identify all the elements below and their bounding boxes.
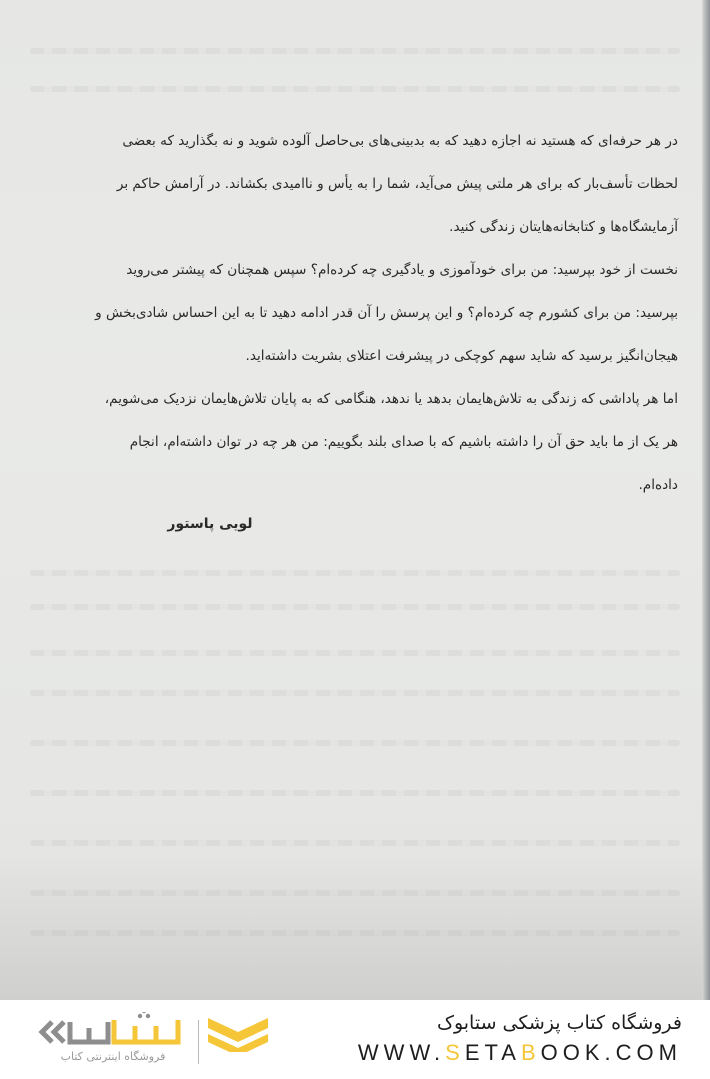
url-part: WWW.: [357, 1040, 446, 1065]
bleed-through-texture: [30, 604, 680, 610]
store-footer-banner: [0, 1000, 710, 1079]
url-part: OOK.COM: [540, 1040, 682, 1065]
bleed-through-texture: [30, 890, 680, 896]
bleed-through-texture: [30, 48, 680, 54]
line: هر یک از ما باید حق آن را داشته باشیم که با صدای بلند بگوییم: من هر چه در توان داشته‌ام، انجام: [129, 434, 678, 450]
bleed-through-texture: [30, 740, 680, 746]
page-edge-shadow: [702, 0, 710, 1000]
bleed-through-texture: [30, 840, 680, 846]
author-signature: لویی پاستور: [167, 516, 253, 532]
bleed-through-texture: [30, 650, 680, 656]
store-title: فروشگاه کتاب پزشکی ستابوک: [436, 1012, 682, 1034]
paragraph-3: [34, 378, 678, 507]
bleed-through-texture: [30, 690, 680, 696]
line: در هر حرفه‌ای که هستید نه اجازه دهید که به بدبینی‌های بی‌حاصل آلوده شوید و نه بگذارید که بعضی: [122, 133, 678, 149]
line: هیجان‌انگیز برسید که شاید سهم کوچکی در پیشرفت اعتلای بشریت داشته‌اید.: [245, 348, 678, 364]
line: بپرسید: من برای کشورم چه کرده‌ام؟ و این پرسش را آن قدر ادامه دهید تا به این احساس شادی‌بخش و: [95, 305, 678, 321]
bleed-through-texture: [30, 570, 680, 576]
line: آزمایشگاه‌ها و کتابخانه‌هایتان زندگی کنید.: [449, 219, 678, 235]
url-accent-letter: B: [520, 1040, 541, 1065]
logo-tagline: فروشگاه اینترنتی کتاب: [60, 1050, 166, 1063]
bleed-through-texture: [30, 86, 680, 92]
bleed-through-texture: [30, 930, 680, 936]
bleed-through-texture: [30, 790, 680, 796]
setabook-wordmark-icon: [30, 1012, 280, 1052]
line: لحظات تأسف‌بار که برای هر ملتی پیش می‌آید، شما را به یأس و ناامیدی بکشاند. در آرامش حاکم بر: [116, 176, 678, 192]
paragraph-1: [34, 120, 678, 249]
line: نخست از خود بپرسید: من برای خودآموزی و یادگیری چه کرده‌ام؟ سپس همچنان که پیشتر می‌روید: [126, 262, 678, 278]
line: اما هر پاداشی که زندگی به تلاش‌هایمان بدهد یا ندهد، هنگامی که به پایان تلاش‌هایمان نزدیک می‌شویم،: [104, 391, 678, 407]
paragraph-2: [34, 249, 678, 378]
logo-divider: [198, 1020, 199, 1064]
url-part: ETA: [464, 1040, 521, 1065]
quote-body: [34, 120, 678, 507]
url-accent-letter: S: [445, 1040, 465, 1065]
store-url[interactable]: [358, 1040, 682, 1066]
line: داده‌ام.: [638, 477, 678, 493]
setabook-logo[interactable]: [30, 1012, 280, 1072]
